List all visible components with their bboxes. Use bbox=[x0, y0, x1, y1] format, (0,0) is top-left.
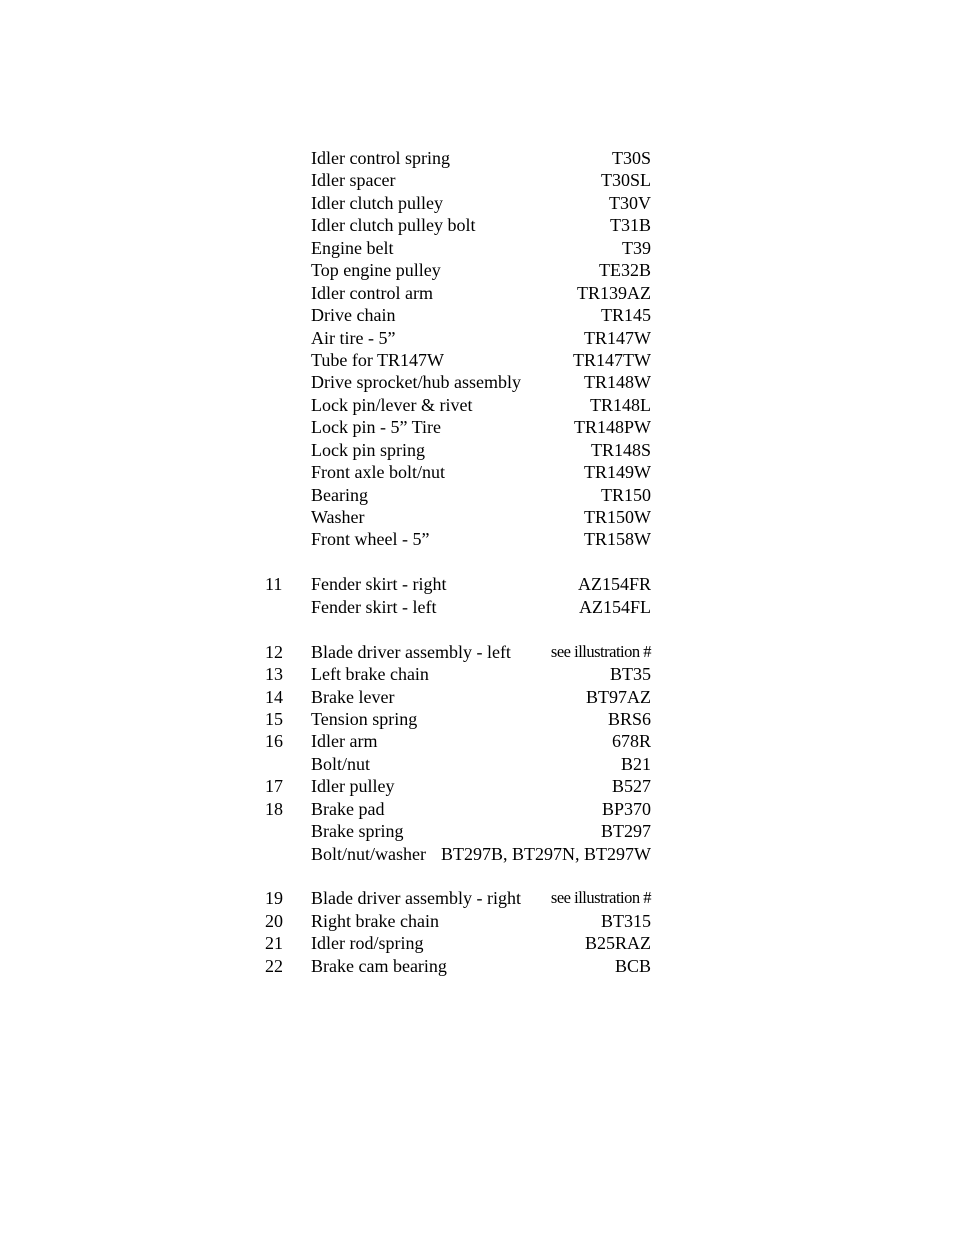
part-description: Drive sprocket/hub assembly bbox=[311, 372, 521, 393]
row-spacer bbox=[262, 618, 652, 640]
item-number: 13 bbox=[265, 664, 283, 685]
part-description: Air tire - 5” bbox=[311, 327, 396, 348]
part-description: Fender skirt - left bbox=[311, 596, 437, 617]
parts-row bbox=[262, 461, 652, 483]
parts-row bbox=[262, 596, 652, 618]
parts-row bbox=[262, 686, 652, 708]
parts-row bbox=[262, 573, 652, 595]
item-number: 22 bbox=[265, 955, 283, 976]
parts-row bbox=[262, 394, 652, 416]
part-number: BT297B, BT297N, BT297W bbox=[441, 843, 651, 864]
part-number: TR150W bbox=[584, 507, 651, 527]
part-description: Idler clutch pulley bbox=[311, 192, 443, 213]
parts-row bbox=[262, 484, 652, 506]
parts-row bbox=[262, 282, 652, 304]
part-number: TR150 bbox=[600, 484, 651, 505]
parts-row bbox=[262, 910, 652, 932]
part-number: T39 bbox=[622, 237, 651, 258]
part-description: Idler rod/spring bbox=[311, 933, 424, 954]
part-number: TE32B bbox=[599, 260, 651, 281]
parts-row bbox=[262, 416, 652, 438]
part-description: Lock pin - 5” Tire bbox=[311, 417, 441, 438]
part-description: Lock pin/lever & rivet bbox=[311, 394, 473, 415]
parts-row bbox=[262, 528, 652, 550]
part-description: Engine belt bbox=[311, 237, 394, 258]
parts-row bbox=[262, 192, 652, 214]
part-description: Idler control arm bbox=[311, 282, 433, 303]
part-description: Fender skirt - right bbox=[311, 574, 447, 595]
part-number: BCB bbox=[614, 955, 651, 976]
parts-row bbox=[262, 798, 652, 820]
part-number: TR148S bbox=[590, 439, 651, 460]
item-number: 15 bbox=[265, 708, 283, 729]
item-number: 11 bbox=[265, 574, 283, 595]
part-number: B21 bbox=[620, 753, 651, 774]
part-description: Right brake chain bbox=[311, 910, 439, 931]
parts-row bbox=[262, 304, 652, 326]
parts-row bbox=[262, 327, 652, 349]
parts-row bbox=[262, 439, 652, 461]
part-description: Bolt/nut bbox=[311, 753, 371, 774]
part-description: Brake pad bbox=[311, 798, 385, 819]
part-description: Washer bbox=[311, 507, 365, 527]
parts-row bbox=[262, 214, 652, 236]
part-number: BT97AZ bbox=[586, 686, 651, 707]
part-description: Lock pin spring bbox=[311, 439, 425, 460]
row-spacer bbox=[262, 551, 652, 573]
part-number: TR148PW bbox=[573, 417, 651, 438]
part-number: AZ154FR bbox=[577, 574, 651, 595]
part-description: Front axle bolt/nut bbox=[311, 462, 445, 483]
parts-row bbox=[262, 506, 652, 528]
parts-row bbox=[262, 708, 652, 730]
part-number: TR148W bbox=[584, 372, 651, 393]
part-description: Blade driver assembly - right bbox=[311, 888, 521, 909]
part-number: T30S bbox=[611, 148, 651, 168]
part-number: B25RAZ bbox=[584, 933, 651, 954]
part-number: TR147W bbox=[584, 327, 651, 348]
part-number: BT315 bbox=[600, 910, 651, 931]
parts-list bbox=[262, 147, 652, 977]
parts-row bbox=[262, 843, 652, 865]
part-number: TR147TW bbox=[573, 349, 651, 370]
part-description: Bolt/nut/washer bbox=[311, 843, 426, 864]
part-description: Idler spacer bbox=[311, 170, 396, 191]
item-number: 12 bbox=[265, 641, 283, 662]
part-number: see illustration # bbox=[550, 641, 651, 661]
parts-row bbox=[262, 663, 652, 685]
part-description: Tube for TR147W bbox=[311, 349, 445, 370]
parts-row bbox=[262, 775, 652, 797]
part-number: T31B bbox=[609, 215, 651, 236]
part-description: Bearing bbox=[311, 484, 368, 505]
part-description: Left brake chain bbox=[311, 664, 429, 685]
parts-row bbox=[262, 641, 652, 663]
part-number: see illustration # bbox=[550, 888, 651, 908]
item-number: 20 bbox=[265, 910, 283, 931]
part-number: TR145 bbox=[600, 305, 651, 326]
part-number: BP370 bbox=[601, 798, 651, 819]
part-number: TR158W bbox=[584, 529, 651, 550]
parts-row bbox=[262, 932, 652, 954]
parts-row bbox=[262, 730, 652, 752]
part-number: BRS6 bbox=[607, 708, 651, 729]
row-spacer bbox=[262, 865, 652, 887]
part-number: TR149W bbox=[584, 462, 651, 483]
part-number: BT35 bbox=[609, 664, 651, 685]
part-description: Top engine pulley bbox=[311, 260, 441, 281]
parts-row bbox=[262, 371, 652, 393]
item-number: 18 bbox=[265, 798, 283, 819]
parts-row bbox=[262, 169, 652, 191]
part-description: Idler arm bbox=[311, 731, 378, 752]
part-description: Idler clutch pulley bolt bbox=[311, 215, 476, 236]
part-description: Front wheel - 5” bbox=[311, 529, 430, 550]
item-number: 16 bbox=[265, 731, 283, 752]
parts-row bbox=[262, 955, 652, 977]
part-number: 678R bbox=[611, 731, 651, 752]
item-number: 17 bbox=[265, 776, 283, 797]
part-number: B527 bbox=[611, 776, 651, 797]
part-number: TR139AZ bbox=[577, 282, 651, 303]
parts-row bbox=[262, 820, 652, 842]
item-number: 21 bbox=[265, 933, 283, 954]
part-description: Drive chain bbox=[311, 305, 396, 326]
item-number: 19 bbox=[265, 888, 283, 909]
parts-row bbox=[262, 887, 652, 909]
parts-row bbox=[262, 259, 652, 281]
part-description: Idler pulley bbox=[311, 776, 395, 797]
part-number: T30SL bbox=[600, 170, 651, 191]
parts-row bbox=[262, 349, 652, 371]
parts-row bbox=[262, 753, 652, 775]
parts-row bbox=[262, 237, 652, 259]
part-number: AZ154FL bbox=[579, 596, 651, 617]
part-description: Tension spring bbox=[311, 708, 418, 729]
part-number: BT297 bbox=[600, 821, 651, 842]
parts-row bbox=[262, 147, 652, 169]
part-description: Blade driver assembly - left bbox=[311, 641, 511, 662]
part-description: Brake lever bbox=[311, 686, 395, 707]
part-number: TR148L bbox=[590, 394, 651, 415]
part-description: Brake cam bearing bbox=[311, 955, 447, 976]
item-number: 14 bbox=[265, 686, 283, 707]
part-description: Brake spring bbox=[311, 821, 404, 842]
part-number: T30V bbox=[609, 192, 651, 213]
part-description: Idler control spring bbox=[311, 148, 450, 168]
